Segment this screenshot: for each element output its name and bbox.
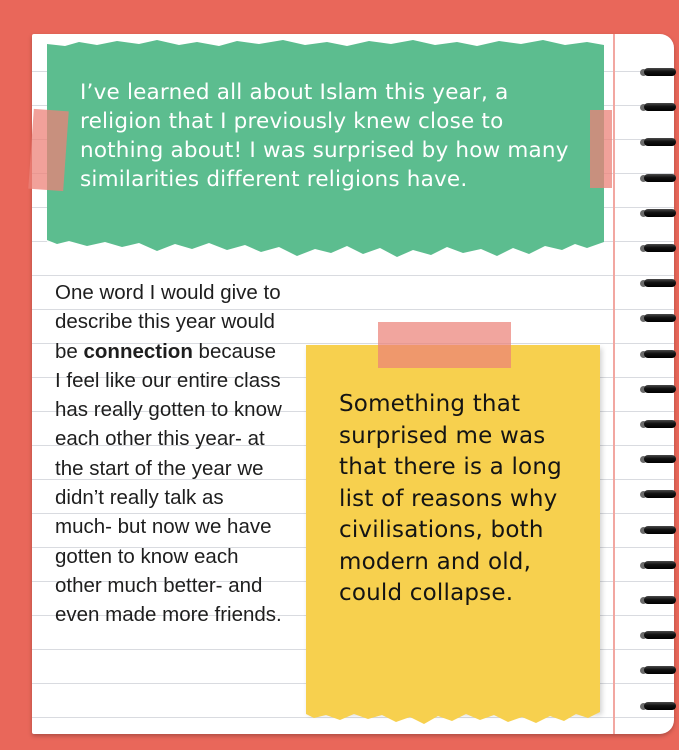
yellow-note-text: Something that surprised me was that there is a long list of reasons why civilisations, both modern and old, could collapse. <box>339 391 562 606</box>
ring-wire <box>644 631 676 639</box>
ring-wire <box>644 244 676 252</box>
spiral-binding-ring-icon <box>640 314 676 323</box>
spiral-binding-ring-icon <box>640 420 676 429</box>
margin-line <box>613 34 615 734</box>
spiral-binding-ring-icon <box>640 631 676 640</box>
spiral-binding-ring-icon <box>640 68 676 77</box>
tape-left <box>28 109 68 191</box>
ring-wire <box>644 420 676 428</box>
ring-wire <box>644 138 676 146</box>
green-note-torn-top <box>47 36 604 50</box>
spiral-binding <box>640 0 679 750</box>
ring-wire <box>644 68 676 76</box>
ring-wire <box>644 666 676 674</box>
bold-word: connection <box>83 339 193 363</box>
ring-wire <box>644 279 676 287</box>
ring-wire <box>644 596 676 604</box>
ring-wire <box>644 350 676 358</box>
spiral-binding-ring-icon <box>640 490 676 499</box>
ring-wire <box>644 702 676 710</box>
spiral-binding-ring-icon <box>640 666 676 675</box>
tape-right <box>590 110 612 188</box>
spiral-binding-ring-icon <box>640 561 676 570</box>
spiral-binding-ring-icon <box>640 455 676 464</box>
ring-wire <box>644 455 676 463</box>
ring-wire <box>644 561 676 569</box>
text-before-bold: One word I would give to describe this year would be <box>55 281 281 363</box>
spiral-binding-ring-icon <box>640 244 676 253</box>
ring-wire <box>644 209 676 217</box>
spiral-binding-ring-icon <box>640 138 676 147</box>
green-note-text: I’ve learned all about Islam this year, a religion that I previously knew close to nothing about! I was surprised by how many similarities different religions have. <box>80 80 569 192</box>
ring-wire <box>644 103 676 111</box>
spiral-binding-ring-icon <box>640 350 676 359</box>
spiral-binding-ring-icon <box>640 209 676 218</box>
spiral-binding-ring-icon <box>640 596 676 605</box>
spiral-binding-ring-icon <box>640 385 676 394</box>
yellow-note-torn-bottom <box>306 706 600 728</box>
ring-wire <box>644 490 676 498</box>
ring-wire <box>644 174 676 182</box>
spiral-binding-ring-icon <box>640 174 676 183</box>
left-column-text <box>55 278 285 630</box>
tape-yellow-note <box>378 322 511 368</box>
spiral-binding-ring-icon <box>640 279 676 288</box>
spiral-binding-ring-icon <box>640 103 676 112</box>
ring-wire <box>644 314 676 322</box>
spiral-binding-ring-icon <box>640 526 676 535</box>
spiral-binding-ring-icon <box>640 702 676 711</box>
ring-wire <box>644 526 676 534</box>
text-after-bold: because I feel like our entire class has really gotten to know each other this year- at the start of the year we didn’t really talk as much- but now we have gotten to know each other much better- and even made more friends. <box>55 339 282 627</box>
green-note-torn-bottom <box>47 238 604 268</box>
ring-wire <box>644 385 676 393</box>
